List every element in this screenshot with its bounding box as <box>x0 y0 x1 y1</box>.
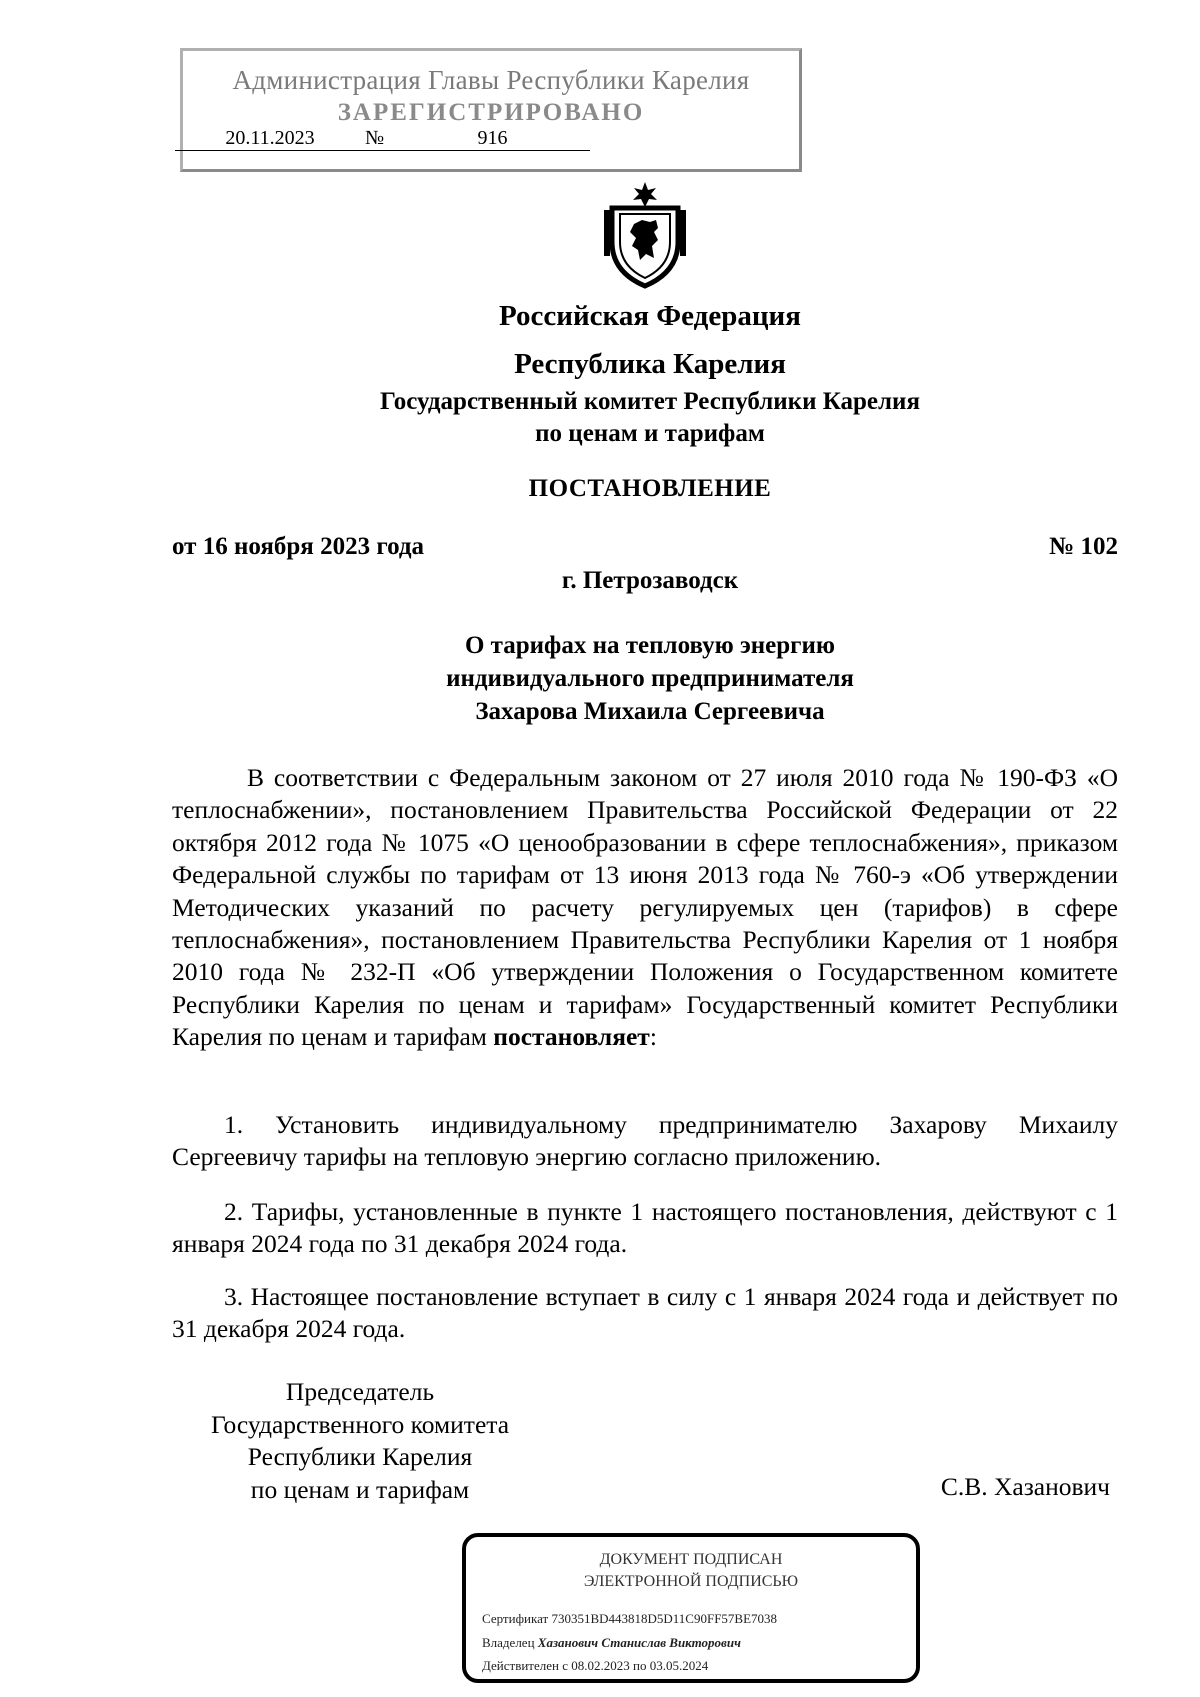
registration-stamp <box>180 48 802 172</box>
document-city: г. Петрозаводск <box>561 567 739 594</box>
electronic-signature-stamp <box>462 1533 920 1683</box>
stamp-number-sign: № <box>365 127 395 151</box>
document-type: ПОСТАНОВЛЕНИЕ <box>528 475 772 502</box>
stamp-number: 916 <box>395 127 590 151</box>
subject-line2: индивидуального предпринимателя <box>446 665 854 692</box>
header-committee-line2: по ценам и тарифам <box>535 420 765 447</box>
esig-title1: ДОКУМЕНТ ПОДПИСАН <box>599 1551 783 1568</box>
esig-certificate-label: Сертификат <box>482 1611 549 1626</box>
preamble-end: : <box>649 1022 657 1052</box>
karelia-coat-of-arms-icon <box>600 180 690 290</box>
signatory-title-line3: Республики Карелия <box>247 1442 473 1471</box>
stamp-administration: Администрация Главы Республики Карелия <box>232 65 750 95</box>
esig-owner-row <box>482 1635 741 1651</box>
esig-valid-to: 03.05.2024 <box>649 1658 709 1673</box>
preamble-paragraph <box>172 762 1118 1054</box>
date-number-row <box>172 533 1118 561</box>
signatory-title-line4: по ценам и тарифам <box>250 1474 470 1504</box>
stamp-date: 20.11.2023 <box>175 127 365 151</box>
item-2: 2. Тарифы, установленные в пункте 1 настоящего постановления, действуют с 1 января 2024 года по 31 декабря 2024 года. <box>172 1197 1118 1259</box>
signatory-title-line2: Государственного комитета <box>210 1409 510 1439</box>
item-1: 1. Установить индивидуальному предпринимателю Захарову Михаилу Сергеевичу тарифы на тепловую энергию согласно приложению. <box>172 1110 1118 1172</box>
signatory-title-line1: Председатель <box>285 1377 435 1406</box>
esig-certificate-row <box>482 1611 777 1627</box>
header-country: Российская Федерация <box>499 300 801 332</box>
subject-line3: Захарова Михаила Сергеевича <box>475 698 825 725</box>
esig-valid-to-label: по <box>633 1658 647 1673</box>
preamble-text: В соответствии с Федеральным законом от 27 июля 2010 года № 190-ФЗ «О теплоснабжении», постановлением Правительства Российской Федерации от 22 октября 2012 года № 1075 «О ценообразовании в сфере теплоснабжения», приказом Федеральной службы по тарифам от 13 июня 2013 года № 760-э «Об утверждении Методических указаний по расчету регулируемых цен (тарифов) в сфере теплоснабжения», постановлением Правительства Республики Карелия от 1 ноября 2010 года № 232-П «Об утверждении Положения о Государственном комитете Республики Карелия по ценам и тарифам» Государственный комитет Республики Карелия по ценам и тарифам <box>172 763 1118 1052</box>
esig-validity-row <box>482 1658 708 1674</box>
header-republic: Республика Карелия <box>514 348 786 380</box>
esig-valid-label: Действителен с <box>482 1658 568 1673</box>
esig-owner: Хазанович Станислав Викторович <box>537 1635 741 1650</box>
esig-valid-from: 08.02.2023 <box>571 1658 630 1673</box>
stamp-status: ЗАРЕГИСТРИРОВАНО <box>337 99 645 126</box>
stamp-registration-line <box>175 127 590 151</box>
header-committee-line1: Государственный комитет Республики Карелия <box>380 388 920 415</box>
esig-certificate: 730351BD443818D5D11C90FF57BE7038 <box>551 1611 778 1626</box>
document-number: № 102 <box>1049 533 1118 560</box>
document-date: от 16 ноября 2023 года <box>172 533 424 560</box>
subject-line1: О тарифах на тепловую энергию <box>464 632 836 659</box>
item-3: 3. Настоящее постановление вступает в силу с 1 января 2024 года и действует по 31 декабря 2024 года. <box>172 1282 1118 1344</box>
signatory-title <box>180 1376 540 1506</box>
esig-owner-label: Владелец <box>482 1635 535 1650</box>
signatory-name: С.В. Хазанович <box>940 1472 1110 1501</box>
preamble-resolves: постановляет <box>493 1022 650 1052</box>
esig-title2: ЭЛЕКТРОННОЙ ПОДПИСЬЮ <box>583 1573 799 1590</box>
